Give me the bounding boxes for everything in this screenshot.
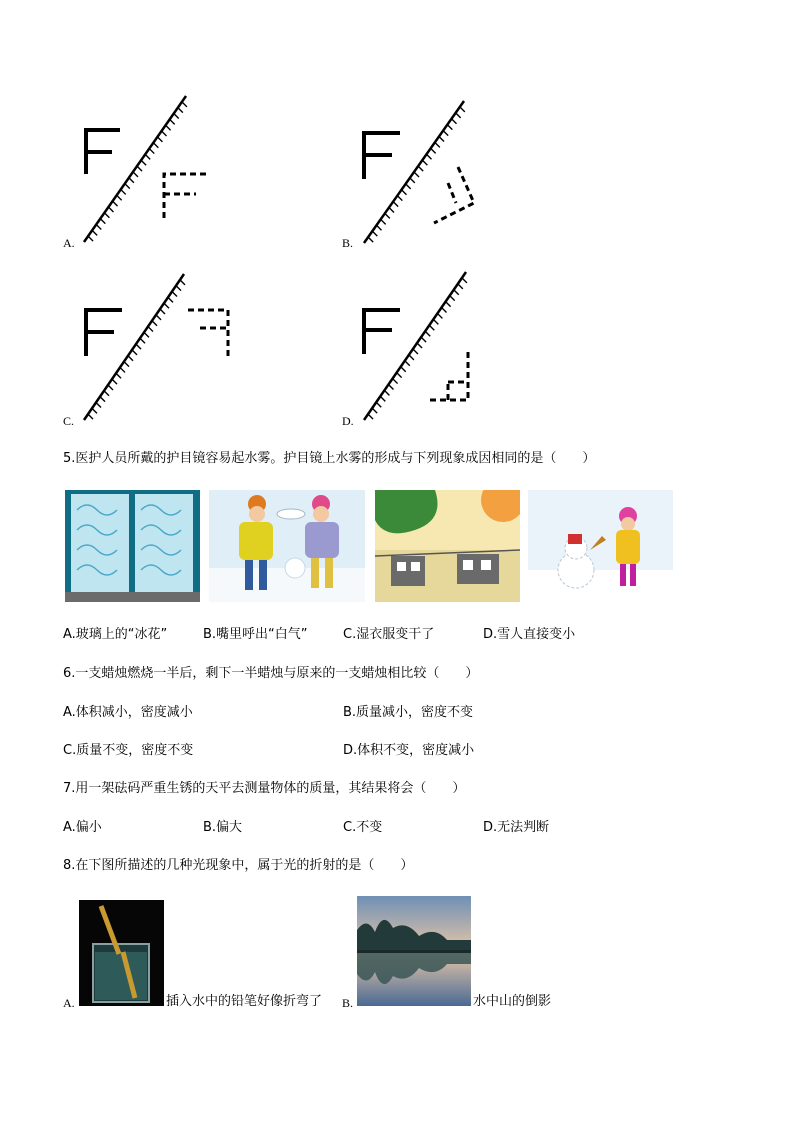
mirror-hatch-tick xyxy=(164,303,169,308)
mirror-hatch-tick xyxy=(160,309,165,314)
mirror-hatch-tick xyxy=(422,160,427,165)
letter-f-image-dashed xyxy=(188,310,228,358)
mirror-hatch-tick xyxy=(120,367,125,372)
mirror-hatch-tick xyxy=(136,344,141,349)
mirror-hatch-tick xyxy=(92,230,97,235)
mirror-hatch-tick xyxy=(104,391,109,396)
q7-option-a[interactable]: A.偏小 xyxy=(63,820,102,835)
mirror-icon xyxy=(364,272,467,420)
mirror-hatch-tick xyxy=(381,219,386,224)
mirror-hatch-tick xyxy=(368,414,373,419)
mirror-hatch-tick xyxy=(456,113,461,118)
option-b-label[interactable]: B. xyxy=(342,236,354,250)
mirror-hatch-tick xyxy=(435,142,440,147)
q8-option-b-text[interactable]: 水中山的倒影 xyxy=(473,994,552,1009)
mirror-hatch-tick xyxy=(96,224,101,229)
mirror-hatch-tick xyxy=(460,107,465,112)
mirror-hatch-tick xyxy=(128,356,133,361)
mirror-hatch-tick xyxy=(137,166,142,171)
q7-option-c[interactable]: C.不变 xyxy=(343,820,383,835)
mirror-hatch-tick xyxy=(152,321,157,326)
mirror-hatch-tick xyxy=(113,201,118,206)
letter-f-object xyxy=(86,130,120,174)
q8-option-a-text[interactable]: 插入水中的铅笔好像折弯了 xyxy=(166,994,323,1009)
q6-option-c[interactable]: C.质量不变，密度不变 xyxy=(63,743,194,758)
q6-option-a[interactable]: A.体积减小，密度减小 xyxy=(63,705,193,720)
mirror-hatch-tick xyxy=(450,296,455,301)
mirror-hatch-tick xyxy=(454,290,459,295)
mirror-hatch-tick xyxy=(446,302,451,307)
mirror-hatch-tick xyxy=(157,137,162,142)
q6-stem: 6.一支蜡烛燃烧一半后，剩下一半蜡烛与原来的一支蜡烛相比较（ ） xyxy=(63,666,479,681)
mirror-hatch-tick xyxy=(124,362,129,367)
mirror-hatch-tick xyxy=(116,373,121,378)
mirror-hatch-tick xyxy=(153,143,158,148)
q5-stem: 5.医护人员所戴的护目镜容易起水雾。护目镜上水雾的形成与下列现象成因相同的是（ ） xyxy=(63,451,596,466)
option-b-diagram xyxy=(356,95,496,255)
mirror-hatch-tick xyxy=(393,202,398,207)
mirror-hatch-tick xyxy=(180,280,185,285)
mirror-hatch-tick xyxy=(409,355,414,360)
mirror-hatch-tick xyxy=(176,286,181,291)
mirror-hatch-tick xyxy=(421,337,426,342)
q7-stem: 7.用一架砝码严重生锈的天平去测量物体的质量，其结果将会（ ） xyxy=(63,781,466,796)
q6-option-d[interactable]: D.体积不变，密度减小 xyxy=(343,743,475,758)
letter-f-image-dashed xyxy=(164,174,206,222)
mirror-hatch-tick xyxy=(385,213,390,218)
mirror-hatch-tick xyxy=(388,384,393,389)
mirror-hatch-tick xyxy=(141,160,146,165)
mirror-hatch-tick xyxy=(172,292,177,297)
mirror-hatch-tick xyxy=(458,284,463,289)
mirror-hatch-tick xyxy=(427,154,432,159)
mirror-hatch-tick xyxy=(433,319,438,324)
option-a-diagram xyxy=(76,90,216,250)
option-d-label[interactable]: D. xyxy=(342,414,354,428)
mirror-hatch-tick xyxy=(439,137,444,142)
mirror-hatch-tick xyxy=(112,379,117,384)
mirror-icon xyxy=(364,101,465,243)
mirror-hatch-tick xyxy=(125,184,130,189)
letter-f-image-dashed xyxy=(434,167,474,223)
mirror-hatch-tick xyxy=(178,108,183,113)
q7-option-b[interactable]: B.偏大 xyxy=(203,820,243,835)
mirror-hatch-tick xyxy=(452,119,457,124)
q5-option-a[interactable]: A.玻璃上的“冰花” xyxy=(63,627,168,642)
mirror-hatch-tick xyxy=(372,408,377,413)
mirror-hatch-tick xyxy=(96,402,101,407)
mirror-hatch-tick xyxy=(414,172,419,177)
mirror-hatch-tick xyxy=(133,172,138,177)
option-d-diagram xyxy=(356,268,496,428)
mirror-hatch-tick xyxy=(402,190,407,195)
mirror-hatch-tick xyxy=(156,315,161,320)
mirror-hatch-tick xyxy=(148,327,153,332)
mirror-hatch-tick xyxy=(104,213,109,218)
mirror-hatch-tick xyxy=(100,219,105,224)
mirror-hatch-tick xyxy=(108,385,113,390)
mirror-hatch-tick xyxy=(145,154,150,159)
option-a-label[interactable]: A. xyxy=(63,236,75,250)
q6-option-b[interactable]: B.质量减小，密度不变 xyxy=(343,705,474,720)
q5-option-b[interactable]: B.嘴里呼出“白气” xyxy=(203,627,308,642)
breath-white-gas-image xyxy=(209,490,365,602)
mirror-hatch-tick xyxy=(431,148,436,153)
drying-clothes-image xyxy=(375,490,520,602)
pencil-in-water-image xyxy=(79,900,164,1006)
mirror-hatch-tick xyxy=(380,396,385,401)
mirror-hatch-tick xyxy=(462,278,467,283)
mirror-hatch-tick xyxy=(389,208,394,213)
mirror-hatch-tick xyxy=(429,325,434,330)
mirror-hatch-tick xyxy=(129,178,134,183)
mirror-hatch-tick xyxy=(413,349,418,354)
q7-option-d[interactable]: D.无法判断 xyxy=(483,820,550,835)
mirror-hatch-tick xyxy=(442,308,447,313)
q8-option-b-letter[interactable]: B. xyxy=(342,996,354,1010)
mirror-hatch-tick xyxy=(100,397,105,402)
mirror-hatch-tick xyxy=(182,102,187,107)
mirror-hatch-tick xyxy=(447,125,452,130)
mirror-hatch-tick xyxy=(384,390,389,395)
letter-f-object xyxy=(364,133,400,179)
mirror-hatch-tick xyxy=(377,225,382,230)
mirror-hatch-tick xyxy=(166,125,171,130)
mirror-icon xyxy=(84,96,187,242)
frost-window-image xyxy=(65,490,200,602)
mirror-hatch-tick xyxy=(108,207,113,212)
mirror-hatch-tick xyxy=(144,332,149,337)
option-c-label[interactable]: C. xyxy=(63,414,75,428)
letter-f-image-dashed xyxy=(428,352,468,400)
mirror-hatch-tick xyxy=(410,178,415,183)
mirror-hatch-tick xyxy=(140,338,145,343)
mirror-hatch-tick xyxy=(117,195,122,200)
mirror-hatch-tick xyxy=(368,237,373,242)
mirror-hatch-tick xyxy=(405,361,410,366)
mirror-hatch-tick xyxy=(437,313,442,318)
q5-option-d[interactable]: D.雪人直接变小 xyxy=(483,627,576,642)
option-c-diagram xyxy=(76,268,246,428)
mirror-hatch-tick xyxy=(121,189,126,194)
mirror-hatch-tick xyxy=(393,379,398,384)
mirror-hatch-tick xyxy=(417,343,422,348)
mountain-reflection-image xyxy=(357,896,471,1006)
mirror-hatch-tick xyxy=(406,184,411,189)
mirror-hatch-tick xyxy=(88,414,93,419)
mirror-hatch-tick xyxy=(372,231,377,236)
q8-stem: 8.在下图所描述的几种光现象中，属于光的折射的是（ ） xyxy=(63,858,414,873)
mirror-icon xyxy=(84,274,185,420)
snowman-image xyxy=(528,490,673,602)
mirror-hatch-tick xyxy=(88,236,93,241)
mirror-hatch-tick xyxy=(397,196,402,201)
mirror-hatch-tick xyxy=(443,131,448,136)
mirror-hatch-tick xyxy=(162,131,167,136)
mirror-hatch-tick xyxy=(149,149,154,154)
letter-f-object xyxy=(364,310,400,354)
q8-option-a-letter[interactable]: A. xyxy=(63,996,75,1010)
mirror-hatch-tick xyxy=(425,331,430,336)
mirror-hatch-tick xyxy=(401,367,406,372)
mirror-hatch-tick xyxy=(418,166,423,171)
mirror-hatch-tick xyxy=(132,350,137,355)
mirror-hatch-tick xyxy=(170,119,175,124)
mirror-hatch-tick xyxy=(168,297,173,302)
mirror-hatch-tick xyxy=(174,114,179,119)
q5-option-c[interactable]: C.湿衣服变干了 xyxy=(343,627,435,642)
mirror-hatch-tick xyxy=(397,373,402,378)
mirror-hatch-tick xyxy=(92,408,97,413)
letter-f-object xyxy=(86,310,122,356)
mirror-hatch-tick xyxy=(376,402,381,407)
